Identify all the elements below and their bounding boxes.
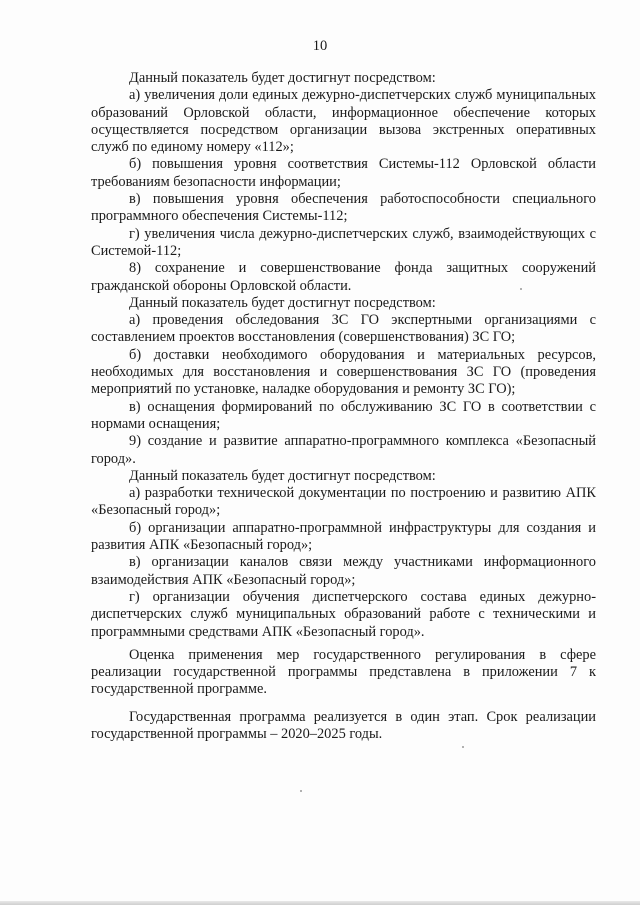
paragraph-intro-1: Данный показатель будет достигнут посредством:: [129, 70, 436, 86]
paragraph-item-v-2: в) оснащения формирований по обслуживанию ЗС ГО в соответствии с нормами оснащения;: [91, 398, 596, 432]
paragraph-item-v-3: в) организации каналов связи между участниками информационного взаимодействия АПК «Безопасный город»;: [91, 554, 596, 588]
paragraph-item-8: 8) сохранение и совершенствование фонда защитных сооружений гражданской обороны Орловской области.: [91, 260, 596, 294]
document-body: [91, 70, 596, 743]
scan-speck: [520, 288, 522, 290]
paragraph-item-a-2: а) проведения обследования ЗС ГО экспертными организациями с составлением проектов восстановления (совершенствования) ЗС ГО;: [91, 312, 596, 346]
paragraph-intro-2: Данный показатель будет достигнут посредством:: [129, 294, 436, 311]
paragraph-item-b-2: б) доставки необходимого оборудования и материальных ресурсов, необходимых для восстановления и совершенствования ЗС ГО (проведения мероприятий по установке, наладке оборудования и ремонту ЗС ГО);: [91, 346, 596, 398]
paragraph-item-b-1: б) повышения уровня соответствия Системы-112 Орловской области требованиям безопасности информации;: [91, 156, 596, 190]
page-bottom-edge: [0, 901, 640, 905]
page-number: 10: [312, 38, 328, 54]
paragraph-item-g-3: г) организации обучения диспетчерского состава единых дежурно-диспетчерских служб муниципальных образований работе с техническими и программными средствами АПК «Безопасный город».: [91, 588, 596, 640]
paragraph-regulation-assessment: Оценка применения мер государственного регулирования в сфере реализации государственной программы представлена в приложении 7 к государственной программе.: [91, 646, 596, 698]
paragraph-item-g-1: г) увеличения числа дежурно-диспетчерских служб, взаимодействующих с Системой-112;: [91, 225, 596, 259]
paragraph-item-a-3: а) разработки технической документации по построению и развитию АПК «Безопасный город»;: [91, 485, 596, 519]
paragraph-item-v-1: в) повышения уровня обеспечения работоспособности специального программного обеспечения Системы-112;: [91, 191, 596, 225]
scan-speck: [300, 790, 302, 792]
paragraph-item-9: 9) создание и развитие аппаратно-программного комплекса «Безопасный город».: [91, 433, 596, 467]
paragraph-intro-3: Данный показатель будет достигнут посредством:: [129, 467, 436, 484]
scan-speck: [462, 746, 464, 748]
paragraph-item-a-1: а) увеличения доли единых дежурно-диспетчерских служб муниципальных образований Орловской области, информационное обеспечение которых осуществляется посредством организации вызова экстренных оперативных служб по единому номеру «112»;: [91, 87, 596, 156]
paragraph-implementation-period: Государственная программа реализуется в один этап. Срок реализации государственной программы – 2020–2025 годы.: [91, 708, 596, 742]
paragraph-item-b-3: б) организации аппаратно-программной инфраструктуры для создания и развития АПК «Безопасный город»;: [91, 519, 596, 554]
